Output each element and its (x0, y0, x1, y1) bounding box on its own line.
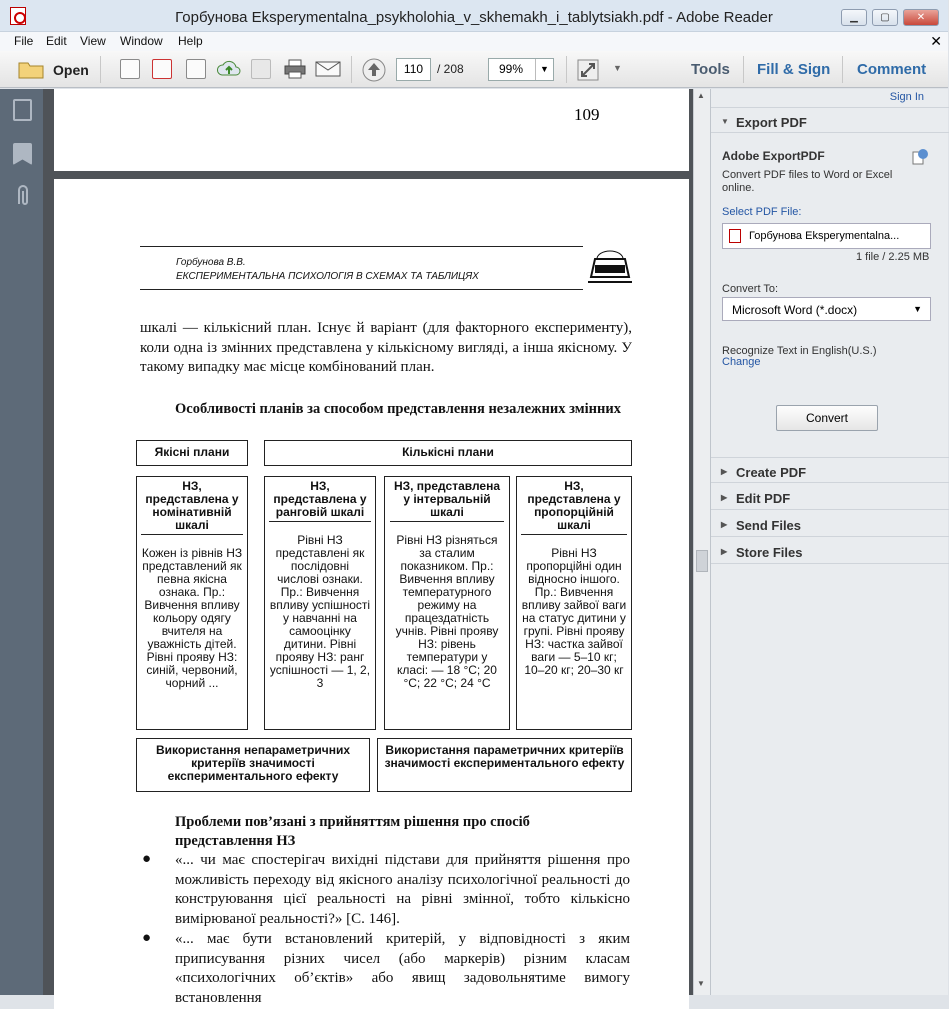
bullet-paragraph-1: «... чи має спостерігач вихідні підстави для прийняття рішення про можливість переходу від якісного аналізу психологічної реальності до конструювання цієї реальності на рівні змінної, тобто кількісно вимірюваної реальності?» [С. 146]. (175, 852, 630, 927)
edit-pdf-label: Edit PDF (736, 491, 791, 506)
export-pdf-section[interactable] (711, 107, 949, 133)
edit-pdf-section[interactable] (711, 484, 949, 510)
nominative-scale-box (136, 476, 248, 730)
close-document-icon[interactable]: ✕ (930, 33, 942, 49)
interval-scale-box (384, 476, 510, 730)
create-pdf-icon[interactable] (120, 59, 140, 79)
rank-scale-box (264, 476, 376, 730)
previous-page-icon[interactable] (362, 58, 386, 82)
menu-bar (0, 32, 948, 51)
edit-icon[interactable] (186, 59, 206, 79)
expand-triangle-icon: ▼ (721, 117, 729, 126)
nonparametric-criteria-box: Використання непараметричних критеріїв значимості експериментального ефекту (136, 738, 370, 792)
menu-edit[interactable]: Edit (46, 34, 67, 48)
toolbar (0, 51, 948, 88)
title-bar (0, 0, 948, 32)
send-files-label: Send Files (736, 518, 802, 533)
create-pdf-label: Create PDF (736, 465, 807, 480)
tab-comment[interactable]: Comment (857, 61, 927, 78)
scroll-up-icon[interactable]: ▲ (697, 91, 705, 100)
email-icon[interactable] (315, 61, 341, 77)
proportional-scale-heading: НЗ, представлена у пропорційній шкалі (521, 480, 627, 535)
tab-tools[interactable]: Tools (691, 61, 730, 78)
convert-format-value: Microsoft Word (*.docx) (732, 303, 858, 317)
store-files-label: Store Files (736, 545, 803, 560)
fit-page-icon[interactable] (577, 59, 599, 81)
pdf-file-icon (729, 229, 741, 243)
zoom-value: 99% (499, 62, 524, 76)
tab-fill-sign[interactable]: Fill & Sign (757, 61, 831, 78)
bookmarks-icon[interactable] (13, 143, 32, 165)
zoom-select[interactable] (488, 58, 554, 81)
navigation-pane (0, 89, 43, 995)
bullet-icon: ● (142, 930, 152, 946)
pdf-page-previous (54, 89, 689, 171)
scroll-down-icon[interactable]: ▼ (697, 979, 705, 988)
rank-scale-heading: НЗ, представлена у ранговій шкалі (269, 480, 371, 522)
menu-window[interactable]: Window (120, 34, 163, 48)
collapsed-triangle-icon: ▶ (721, 467, 728, 476)
recognize-text-label: Recognize Text in English(U.S.) (722, 345, 877, 357)
create-pdf-section[interactable] (711, 457, 949, 483)
menu-file[interactable]: File (14, 34, 34, 48)
interval-scale-heading: НЗ, представлена у інтервальній шкалі (390, 480, 504, 522)
toolbar-options-icon[interactable]: ▼ (613, 63, 622, 73)
menu-view[interactable]: View (80, 34, 106, 48)
change-language-link[interactable]: Change (722, 356, 761, 368)
exportpdf-description: Convert PDF files to Word or Excel online. (722, 169, 893, 194)
convert-button[interactable]: Convert (776, 405, 878, 431)
open-folder-icon[interactable] (18, 59, 44, 79)
cloud-upload-icon[interactable] (217, 59, 241, 79)
document-view[interactable] (43, 89, 693, 1006)
quantitative-plans-box: Кількісні плани (264, 440, 632, 466)
collapsed-triangle-icon: ▶ (721, 547, 728, 556)
menu-help[interactable]: Help (178, 34, 203, 48)
window-title: Горбунова Eksperymentalna_psykholohia_v_skhemakh_i_tablytsiakh.pdf - Adobe Reader (175, 9, 773, 26)
parametric-criteria-box: Використання параметричних критеріїв значимості експериментального ефекту (377, 738, 632, 792)
intro-paragraph: шкалі — кількісний план. Існує й варіант (для факторного експерименту), коли одна із змінних представлена у кількісному вигляді, а інша якісному. У такому випадку має місце комбінований план. (140, 320, 632, 375)
maximize-button[interactable]: ▢ (872, 9, 898, 26)
bullet-icon: ● (142, 851, 152, 867)
store-files-section[interactable] (711, 538, 949, 564)
document-scrollbar[interactable] (693, 89, 710, 995)
publisher-logo-icon (585, 249, 635, 285)
scrollbar-thumb[interactable] (696, 550, 708, 572)
open-button[interactable]: Open (53, 62, 89, 78)
running-header-title: ЕКСПЕРИМЕНТАЛЬНА ПСИХОЛОГІЯ В СХЕМАХ ТА ТАБЛИЦЯХ (176, 271, 479, 282)
page-total: / 208 (437, 62, 464, 76)
convert-format-select[interactable] (722, 297, 931, 321)
qualitative-plans-box: Якісні плани (136, 440, 248, 466)
export-pdf-label: Export PDF (736, 115, 807, 130)
close-button[interactable]: ✕ (903, 9, 939, 26)
pdf-page-current (54, 179, 689, 1009)
rank-scale-text: Рівні НЗ представлені як послідовні числові ознаки. Пр.: Вивчення впливу успішності у навчанні на самооцінку дитини. Рівні прояву НЗ: ранг успішності — 1, 2, 3 (269, 533, 371, 690)
problems-heading: Проблеми пов’язані з прийняттям рішення про спосіб представлення НЗ (175, 814, 530, 849)
select-file-label: Select PDF File: (722, 206, 802, 218)
bullet-paragraph-2: «... має бути встановлений критерій, у відповідності з яким приписування різних чисел (або маркерів) різним класам «психологічних об’єктів» або явищ задовольнятиме вимогу встановлення (175, 931, 630, 1006)
sign-in-link[interactable]: Sign In (889, 91, 924, 103)
proportional-scale-text: Рівні НЗ пропорційні один відносно іншого. Пр.: Вивчення впливу зайвої ваги на статус дитини у групі. Рівні прояву НЗ: частка зайвої ваги — 5–10 кг; 10–20 кг; 20–30 кг (521, 546, 627, 677)
exportpdf-service-icon (911, 147, 929, 165)
running-header-author: Горбунова В.В. (176, 257, 246, 268)
page-number-label: 109 (574, 105, 600, 124)
interval-scale-text: Рівні НЗ різняться за сталим показником. Пр.: Вивчення впливу температурного режиму на працездатність учнів. Рівні прояву НЗ: рівень температури у класі: — 18 °С; 20 °С; 22 °С; 24 °С (395, 533, 499, 690)
print-icon[interactable] (283, 59, 307, 79)
collapsed-triangle-icon: ▶ (721, 493, 728, 502)
proportional-scale-box (516, 476, 632, 730)
nominative-scale-text: Кожен із рівнів НЗ представлений як певна якісна ознака. Пр.: Вивчення впливу кольору одягу вчителя на уважність дітей. Рівні прояву НЗ: синій, червоний, чорний ... (141, 546, 243, 690)
convert-to-label: Convert To: (722, 283, 779, 295)
collapsed-triangle-icon: ▶ (721, 520, 728, 529)
minimize-button[interactable]: ▁ (841, 9, 867, 26)
nominative-scale-heading: НЗ, представлена у номінативній шкалі (141, 480, 243, 535)
pdf-export-icon[interactable] (152, 59, 172, 79)
selected-file-field[interactable] (722, 223, 931, 249)
save-icon[interactable] (251, 59, 271, 79)
section-heading: Особливості планів за способом представлення незалежних змінних (175, 401, 621, 417)
exportpdf-title: Adobe ExportPDF (722, 149, 825, 163)
page-number-input[interactable]: 110 (396, 58, 431, 81)
selected-file-name: Горбунова Eksperymentalna... (749, 230, 900, 242)
chevron-down-icon[interactable]: ▼ (913, 304, 922, 314)
send-files-section[interactable] (711, 511, 949, 537)
task-pane (710, 89, 948, 995)
file-info: 1 file / 2.25 MB (856, 251, 930, 263)
attachments-icon[interactable] (13, 184, 33, 208)
chevron-down-icon[interactable]: ▼ (535, 59, 553, 80)
page-thumbnails-icon[interactable] (13, 99, 32, 121)
